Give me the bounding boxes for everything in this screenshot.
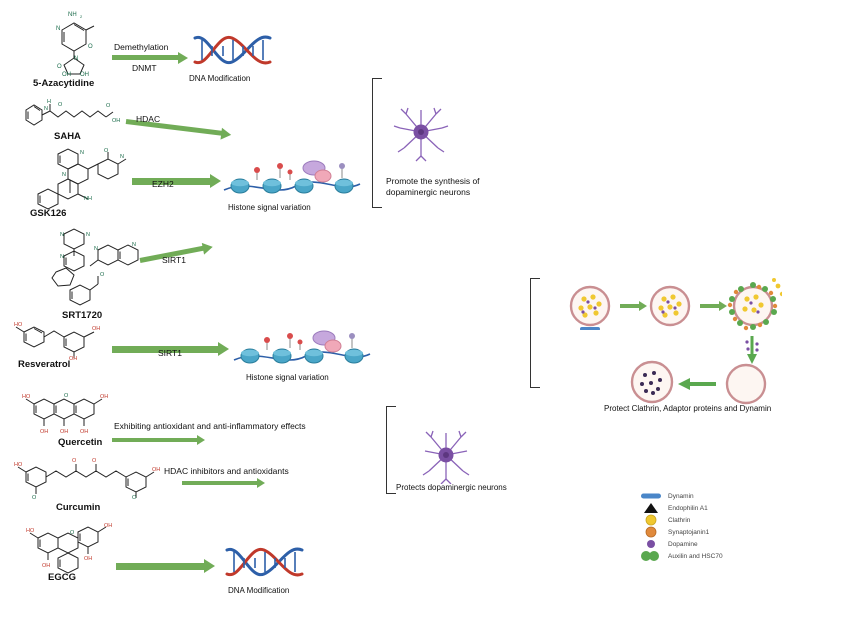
caption-histone-signal-mid: Histone signal variation <box>246 373 329 382</box>
arrow-label-quercetin-effect: Exhibiting antioxidant and anti-inflammatory effects <box>114 421 306 431</box>
svg-text:N: N <box>56 26 61 32</box>
neuron-bottom <box>418 428 474 489</box>
svg-text:OH: OH <box>152 467 161 473</box>
svg-text:N: N <box>60 254 64 260</box>
dna-helix-top <box>192 30 274 77</box>
svg-text:OH: OH <box>40 429 49 435</box>
svg-text:OH: OH <box>112 118 121 124</box>
compound-label-gsk126: GSK126 <box>30 208 67 219</box>
arrow-egcg <box>116 563 206 570</box>
svg-text:N: N <box>120 154 124 160</box>
legend-label-auxilin: Auxilin and HSC70 <box>668 552 723 560</box>
svg-text:O: O <box>72 458 77 464</box>
caption-promote-synthesis-line2: dopaminergic neurons <box>386 187 471 197</box>
svg-text:OH: OH <box>80 72 89 76</box>
svg-text:O: O <box>58 102 63 108</box>
svg-text:O: O <box>100 272 105 278</box>
svg-text:N: N <box>86 232 90 238</box>
legend-item-dopamine <box>640 538 723 550</box>
arrow-label-dnmt: DNMT <box>132 63 157 73</box>
svg-text:O: O <box>57 64 62 70</box>
structure-gsk126 <box>14 148 144 215</box>
legend-label-clathrin: Clathrin <box>668 516 691 524</box>
histone-strand-top <box>222 150 362 207</box>
arrow-vesicle-2-3 <box>700 304 720 308</box>
structure-quercetin <box>20 390 130 443</box>
svg-text:NH: NH <box>84 196 92 202</box>
legend-item-synaptojanin <box>640 526 723 538</box>
svg-text:O: O <box>104 148 109 154</box>
structure-srt1720 <box>36 228 156 317</box>
compound-label-saha: SAHA <box>54 131 81 142</box>
bracket-bottom-group <box>386 406 396 494</box>
arrow-vesicle-1-2 <box>620 304 640 308</box>
vesicle-1 <box>566 282 614 335</box>
svg-text:OH: OH <box>60 429 69 435</box>
svg-text:2: 2 <box>80 14 83 19</box>
cluster-green-icon <box>640 550 662 562</box>
legend <box>640 490 723 562</box>
circle-orange-icon <box>640 526 662 538</box>
arrow-vesicle-4-5 <box>676 377 716 395</box>
bracket-top-group <box>372 78 382 208</box>
svg-text:HO: HO <box>14 462 23 468</box>
svg-text:N: N <box>44 106 48 112</box>
bracket-right-panel <box>530 278 540 388</box>
svg-text:O: O <box>70 530 75 536</box>
svg-text:O: O <box>106 103 111 109</box>
svg-text:O: O <box>88 44 93 50</box>
legend-item-clathrin <box>640 514 723 526</box>
triangle-black-icon <box>640 503 662 513</box>
arrow-label-sirt1-resveratrol: SIRT1 <box>158 348 182 358</box>
arrow-quercetin-effect <box>112 438 198 442</box>
svg-text:OH: OH <box>84 556 93 562</box>
caption-protects-neurons: Protects dopaminergic neurons <box>396 483 507 492</box>
svg-text:HO: HO <box>14 322 23 328</box>
caption-promote-synthesis-line1: Promote the synthesis of <box>386 176 480 186</box>
svg-text:O: O <box>132 495 137 500</box>
svg-text:OH: OH <box>92 326 101 332</box>
svg-text:H: H <box>47 99 51 105</box>
neuron-top <box>392 104 450 167</box>
caption-promote-synthesis <box>386 176 504 198</box>
arrow-label-sirt1-top: SIRT1 <box>162 255 186 265</box>
svg-text:NH: NH <box>68 12 77 18</box>
svg-text:N: N <box>62 172 66 178</box>
arrow-curcumin-effect <box>182 481 258 485</box>
compound-label-resveratrol: Resveratrol <box>18 359 71 370</box>
legend-label-dopamine: Dopamine <box>668 540 698 548</box>
arrow-label-ezh2: EZH2 <box>152 179 174 189</box>
compound-label-srt1720: SRT1720 <box>62 310 103 321</box>
caption-dna-modification-bottom: DNA Modification <box>228 586 290 595</box>
svg-text:N: N <box>132 242 136 248</box>
svg-text:OH: OH <box>69 356 78 360</box>
svg-text:O: O <box>32 495 37 500</box>
structure-curcumin <box>14 452 174 505</box>
caption-histone-signal-top: Histone signal variation <box>228 203 311 212</box>
caption-dna-modification-top: DNA Modification <box>189 74 251 83</box>
legend-label-synaptojanin: Synaptojanin1 <box>668 528 710 536</box>
bar-blue-icon <box>640 492 662 500</box>
structure-egcg <box>24 522 134 579</box>
svg-text:OH: OH <box>104 523 113 529</box>
svg-text:HO: HO <box>26 528 35 534</box>
arrow-label-curcumin-effect: HDAC inhibitors and antioxidants <box>164 466 289 476</box>
caption-protect-clathrin: Protect Clathrin, Adaptor proteins and Dynamin <box>604 404 772 413</box>
arrow-label-hdac: HDAC <box>136 114 161 124</box>
svg-text:HO: HO <box>22 394 31 400</box>
svg-text:OH: OH <box>42 563 51 569</box>
compound-label-curcumin: Curcumin <box>56 502 101 513</box>
arrow-demethylation <box>112 55 180 60</box>
legend-label-endophilin: Endophilin A1 <box>668 504 708 512</box>
dna-helix-bottom <box>224 542 306 589</box>
svg-text:OH: OH <box>100 394 109 400</box>
svg-text:N: N <box>60 232 64 238</box>
svg-text:N: N <box>74 56 79 62</box>
legend-item-dynamin <box>640 490 723 502</box>
vesicle-3-coated <box>724 278 782 339</box>
svg-text:OH: OH <box>80 429 89 435</box>
legend-item-auxilin <box>640 550 723 562</box>
structure-azacytidine <box>18 8 108 81</box>
histone-strand-mid <box>232 320 372 377</box>
vesicle-2 <box>646 282 694 335</box>
svg-text:N: N <box>80 150 84 156</box>
compound-label-azacytidine: 5-Azacytidine <box>33 78 95 89</box>
svg-text:OH: OH <box>62 72 71 76</box>
circle-purple-icon <box>640 539 662 549</box>
circle-yellow-icon <box>640 514 662 526</box>
arrow-label-demethylation: Demethylation <box>114 42 169 52</box>
svg-text:O: O <box>64 393 69 399</box>
svg-text:N: N <box>94 246 98 252</box>
svg-text:O: O <box>92 458 97 464</box>
compound-label-egcg: EGCG <box>48 572 76 583</box>
legend-label-dynamin: Dynamin <box>668 492 694 500</box>
compound-label-quercetin: Quercetin <box>58 437 103 448</box>
legend-item-endophilin <box>640 502 723 514</box>
